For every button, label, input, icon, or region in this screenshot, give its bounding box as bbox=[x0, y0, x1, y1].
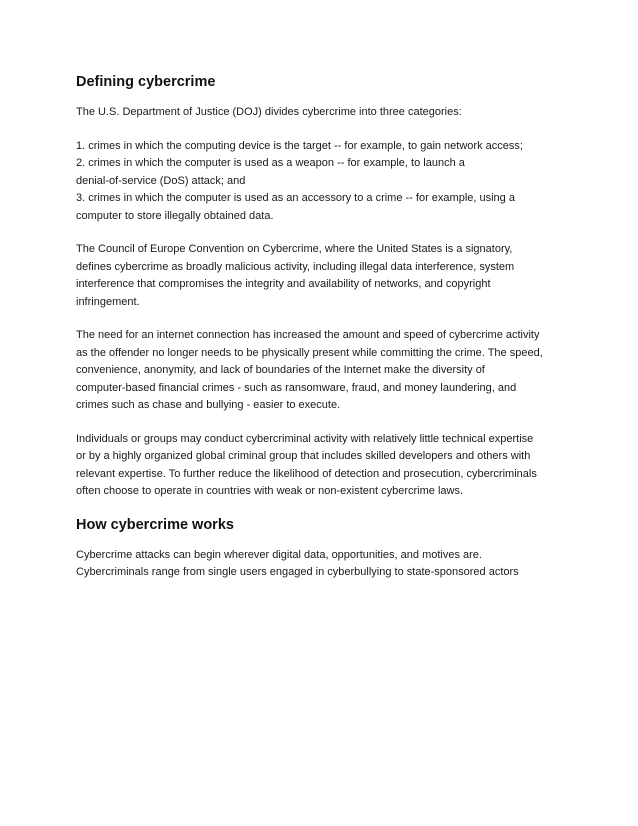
paragraph-line: Cybercriminals range from single users engaged in cyberbullying to state-sponsored actors bbox=[76, 566, 519, 578]
paragraph-line: interference that compromises the integrity and availability of networks, and copyright bbox=[76, 278, 491, 290]
paragraph-line: 3. crimes in which the computer is used as an accessory to a crime -- for example, using a bbox=[76, 192, 515, 204]
paragraph-line: convenience, anonymity, and lack of boundaries of the Internet make the diversity of bbox=[76, 364, 485, 376]
paragraph-line: relevant expertise. To further reduce the likelihood of detection and prosecution, cybercriminals bbox=[76, 467, 537, 480]
paragraph-cybercrime-attacks bbox=[76, 547, 566, 582]
paragraph-doj-categories bbox=[76, 138, 566, 226]
paragraph-line: often choose to operate in countries with weak or non-existent cybercrime laws. bbox=[76, 485, 464, 497]
paragraph-line: The U.S. Department of Justice (DOJ) divides cybercrime into three categories: bbox=[76, 106, 462, 118]
document-page bbox=[76, 70, 566, 582]
paragraph-doj-intro bbox=[76, 104, 566, 122]
paragraph-line: The need for an internet connection has increased the amount and speed of cybercrime activity bbox=[76, 329, 540, 341]
section-heading-defining-cybercrime: Defining cybercrime bbox=[76, 74, 216, 90]
paragraph-line: 1. crimes in which the computing device is the target -- for example, to gain network access; bbox=[76, 139, 523, 152]
paragraph-individuals-groups bbox=[76, 431, 566, 501]
paragraph-line: Individuals or groups may conduct cybercriminal activity with relatively little technical expertise bbox=[76, 432, 534, 445]
paragraph-line: computer-based financial crimes - such as ransomware, fraud, and money laundering, and bbox=[76, 381, 517, 394]
paragraph-line: crimes such as chase and bullying - easier to execute. bbox=[76, 399, 341, 411]
paragraph-council-of-europe bbox=[76, 241, 566, 311]
paragraph-line: denial-of-service (DoS) attack; and bbox=[76, 174, 246, 187]
paragraph-line: computer to store illegally obtained data. bbox=[76, 209, 274, 222]
paragraph-line: 2. crimes in which the computer is used as a weapon -- for example, to launch a bbox=[76, 157, 465, 169]
paragraph-line: Cybercrime attacks can begin wherever digital data, opportunities, and motives are. bbox=[76, 548, 482, 561]
paragraph-internet-connection bbox=[76, 327, 566, 415]
paragraph-line: The Council of Europe Convention on Cybercrime, where the United States is a signatory, bbox=[76, 243, 513, 255]
section-heading-how-cybercrime-works: How cybercrime works bbox=[76, 516, 234, 533]
paragraph-line: or by a highly organized global criminal group that includes skilled developers and others with bbox=[76, 450, 531, 462]
paragraph-line: defines cybercrime as broadly malicious activity, including illegal data interference, system bbox=[76, 260, 515, 273]
paragraph-line: infringement. bbox=[76, 295, 140, 308]
paragraph-line: as the offender no longer needs to be physically present while committing the crime. The speed, bbox=[76, 346, 543, 359]
